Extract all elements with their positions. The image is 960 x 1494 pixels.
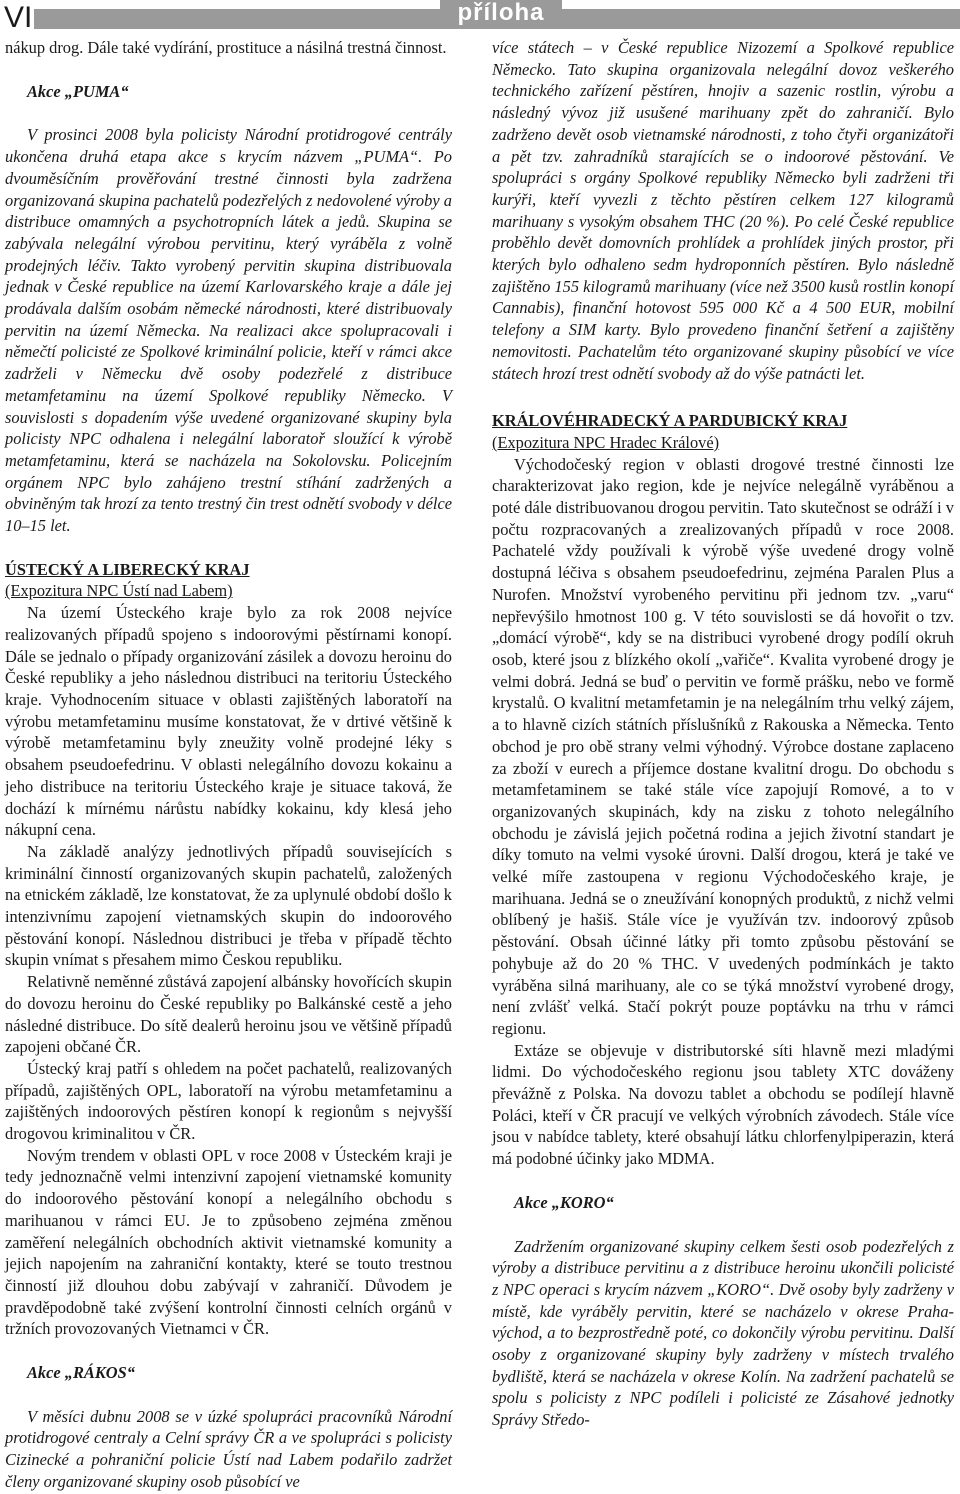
right-column [492, 37, 954, 1431]
page-number: VI [4, 1, 33, 34]
left-column [5, 37, 452, 1493]
paragraph: Na základě analýzy jednotlivých případů souvisejících s kriminální činností organizovaných skupin pachatelů, založených na etnickém základě, lze konstatovat, že za uplynulé období došlo k intenzivnímu zapojení vietnamských skupin do indoorového pěstování konopí. Následnou distribuci je třeba v případě těchto skupin vnímat s přesahem mimo Českou republiku. [5, 841, 452, 970]
akce-koro-text: Zadržením organizované skupiny celkem šesti osob podezřelých z výroby a distribuce pervitinu a z distribuce heroinu ukončili policisté z NPC operaci s krycím názvem „KORO“. Dvě osoby byly zadrženy v místě, kde vyráběly pervitin, které se nacházelo v okrese Praha-východ, a to bezprostředně poté, co dokončily výrobu pervitinu. Další osoby z organizované skupiny byly zadrženy v místech trvalého bydliště, která se nacházela v okrese Kolín. Na zadržení pachatelů se spolu s policisty z NPC podíleli i policisté ze Zásahové jednotky Správy Středo- [492, 1236, 954, 1430]
akce-puma-text: V prosinci 2008 byla policisty Národní protidrogové centrály ukončena druhá etapa akce s krycím názvem „PUMA“. Po dvouměsíčním prověřování trestné činnosti byla zadržena organizovaná skupina pachatelů podezřelých z nedovolené výroby a distribuce omamných a psychotropních látek a jedů. Skupina se zabývala nelegální výrobou pervitinu, který vyráběla z volně prodejných léčiv. Takto vyrobený pervitin skupina distribuovala jednak v České republice na území Karlovarského kraje a dále jej prodávala dalším osobám německé národnosti, které distribuovaly pervitin na území Německa. Na realizaci akce spolupracovali i němečtí policisté ze Spolkové kriminální policie, kteří v rámci akce zadrželi v Německu dvě osoby podezřelé z distribuce metamfetaminu na území Spolkové republiky Německo. V souvislosti s dopadením výše uvedené organizované skupiny byla policisty NPC odhalena i nelegální laboratoř sloužící k výrobě metamfetaminu, která se nacházela na Sokolovsku. Policejním orgánem NPC bylo zahájeno trestní stíhání zadržených a obviněným tak hrozí za tento trestný čin trest odnětí svobody v délce 10–15 let. [5, 125, 452, 536]
paragraph: Extáze se objevuje v distributorské síti hlavně mezi mladými lidmi. Do východočeského regionu jsou tablety XTC dováženy převážně z Polska. Na dovozu tablet a obchodu se podílejí hlavně Poláci, kteří v ČR pracují ve velkých výrobních závodech. Stále více jsou v nabídce tablety, které obsahují látku chlorfenylpiperazin, která má podobné účinky jako MDMA. [492, 1040, 954, 1169]
paragraph: Ústecký kraj patří s ohledem na počet pachatelů, realizovaných případů, zajištěných OPL, laboratoří na výrobu metamfetaminu a zajištěných indoorových pěstíren konopí k regionům s nejvyšší drogovou kriminalitou v ČR. [5, 1058, 452, 1144]
section-label: příloha [440, 0, 562, 29]
region-heading-hradec: KRÁLOVÉHRADECKÝ A PARDUBICKÝ KRAJ [492, 411, 848, 431]
region-subheading-hradec: (Expozitura NPC Hradec Králové) [492, 432, 720, 452]
akce-rakos-text: V měsíci dubnu 2008 se v úzké spolupráci pracovníků Národní protidrogové centraly a Celní správy ČR a ve spolupráci s policisty Cizinecké a pohraniční policie Ústí nad Labem podařilo zadržet členy organizované skupiny osob působící ve [5, 1406, 452, 1491]
region-subheading-usti: (Expozitura NPC Ústí nad Labem) [5, 581, 233, 601]
akce-rakos-heading: Akce „RÁKOS“ [27, 1363, 135, 1383]
paragraph: Novým trendem v oblasti OPL v roce 2008 v Ústeckém kraji je tedy jednoznačně velmi intenzivní zapojení vietnamské komunity do indoorového pěstování konopí a nelegálního obchodu s marihuanou v rámci EU. Je to způsobeno zejména změnou zaměření nelegálních obchodních aktivit vietnamské komunity a jejich napojením na zahraniční kontakty, které se touto trestnou činností již dlouhou dobu zabývají v zahraničí. Důvodem je pravděpodobně také zvýšení kontrolní činnosti celních orgánů v tržních provozovaných Vietnamci v ČR. [5, 1145, 452, 1339]
region-heading-usti: ÚSTECKÝ A LIBERECKÝ KRAJ [5, 559, 250, 579]
paragraph: nákup drog. Dále také vydírání, prostituce a násilná trestná činnost. [5, 38, 447, 57]
akce-koro-heading: Akce „KORO“ [514, 1192, 614, 1212]
akce-puma-heading: Akce „PUMA“ [27, 81, 129, 101]
paragraph: Východočeský region v oblasti drogové trestné činnosti lze charakterizovat jako region, kde je nejvíce nelegálně vyráběnou a poté dále distribuovanou drogou pervitin. Tato skutečnost se odráží i v počtu rozpracovaných a zrealizovaných případů v roce 2008. Pachatelé vždy používali k výrobě výše uvedené drogy volně dostupná léčiva s obsahem pseudoefedrinu, zejména Paralen Plus a Nurofen. Množství vyrobeného pervitinu při jednom tzv. „varu“ nepřevýšilo hmotnost 100 g. V této souvislosti se dá hovořit o tzv. „domácí výrobě“, kdy se na distribuci vyrobené drogy podílí okruh osob, které jsou z blízkého okolí „vařiče“. Kvalita vyrobené drogy je velmi dobrá. Jedná se buď o pervitin ve formě prášku, nebo ve formě krystalů. O kvalitní metamfetamin je na nelegálním trhu velký zájem, a to hlavně cizích státních příslušníků z Rakouska a Německa. Tento obchod je pro obě strany velmi výhodný. Výrobce dostane zaplaceno za zboží v eurech a příjemce dostane kvalitní drogu. Do obchodu s metamfetaminem se také stále více zapojují Romové, a to v organizovaných skupinách, kdy na zisku z tohoto nelegálního obchodu je závislá jejich početná rodina a jejich životní standart je díky tomuto na velmi vysoké úrovni. Další drogou, která je také ve velké míře zastoupena v regionu Východočeského kraje, je marihuana. Jedná se o zneužívání konopných produktů, z nichž velmi oblíbený je hašiš. Stále více je využíván tzv. indoorový způsob pěstování. Obsah účinné látky při tomto způsobu pěstování se pohybuje až do 20 % THC. V uvedených podmínkách je takto vyráběna silná marihuany, ale co se týká množství vyrobené drogy, není zvlášť velká. Stačí pokrýt pouze poptávku na trhu v rámci regionu. [492, 454, 954, 1038]
paragraph: Na území Ústeckého kraje bylo za rok 2008 nejvíce realizovaných případů spojeno s indoorovými pěstírnami konopí. Dále se jednalo o případy organizování zásilek a dovozu heroinu do České republiky a jeho následnou distribuci na teritoriu Ústeckého kraje. Vyhodnocením situace v oblasti zajištěných laboratoří na výrobu metamfetaminu musíme konstatovat, že v drtivé většině k výrobě metamfetaminu byly zneužity volně prodejné léky s obsahem pseudoefedrinu. V oblasti nelegálního dovozu kokainu a jeho distribuce na teritoriu Ústeckého kraje je situace taková, že dochází k mírnému nárůstu nabídky kokainu, kdy klesá jeho nákupní cena. [5, 603, 452, 840]
paragraph: více státech – v České republice Nizozemí a Spolkové republice Německo. Tato skupina organizovala nelegální dovoz veškerého technického zařízení pěstíren, hnojiv a sazenic rostlin, výrobu a následný vývoz již usušené marihuany zpět do zahraničí. Bylo zadrženo devět osob vietnamské národnosti, z toho čtyři organizátoři a pět tzv. zahradníků starajících se o indoorové pěstování. Ve spolupráci s orgány Spolkové republiky Německo byli zadrženi tři kurýři, kteří vyvezli z těchto pěstíren celkem 127 kilogramů marihuany s vysokým obsahem THC (20 %). Po celé České republice proběhlo devět domovních prohlídek a prohlídek jiných prostor, při kterých bylo odhaleno sedm hydroponních pěstíren. Bylo následně zajištěno 155 kilogramů marihuany (více než 3500 kusů rostlin konopí Cannabis), finanční hotovost 595 000 Kč a 4 500 EUR, mobilní telefony a SIM karty. Bylo provedeno finanční šetření a zajištěny nemovitosti. Pachatelům této organizované skupiny působící ve více státech hrozí trest odnětí svobody až do výše patnácti let. [492, 38, 954, 383]
paragraph: Relativně neměnné zůstává zapojení albánsky hovořících skupin do dovozu heroinu do České republiky po Balkánské cestě a jeho následné distribuce. Do sítě dealerů heroinu jsou ve většině případů zapojeni občané ČR. [5, 972, 452, 1057]
